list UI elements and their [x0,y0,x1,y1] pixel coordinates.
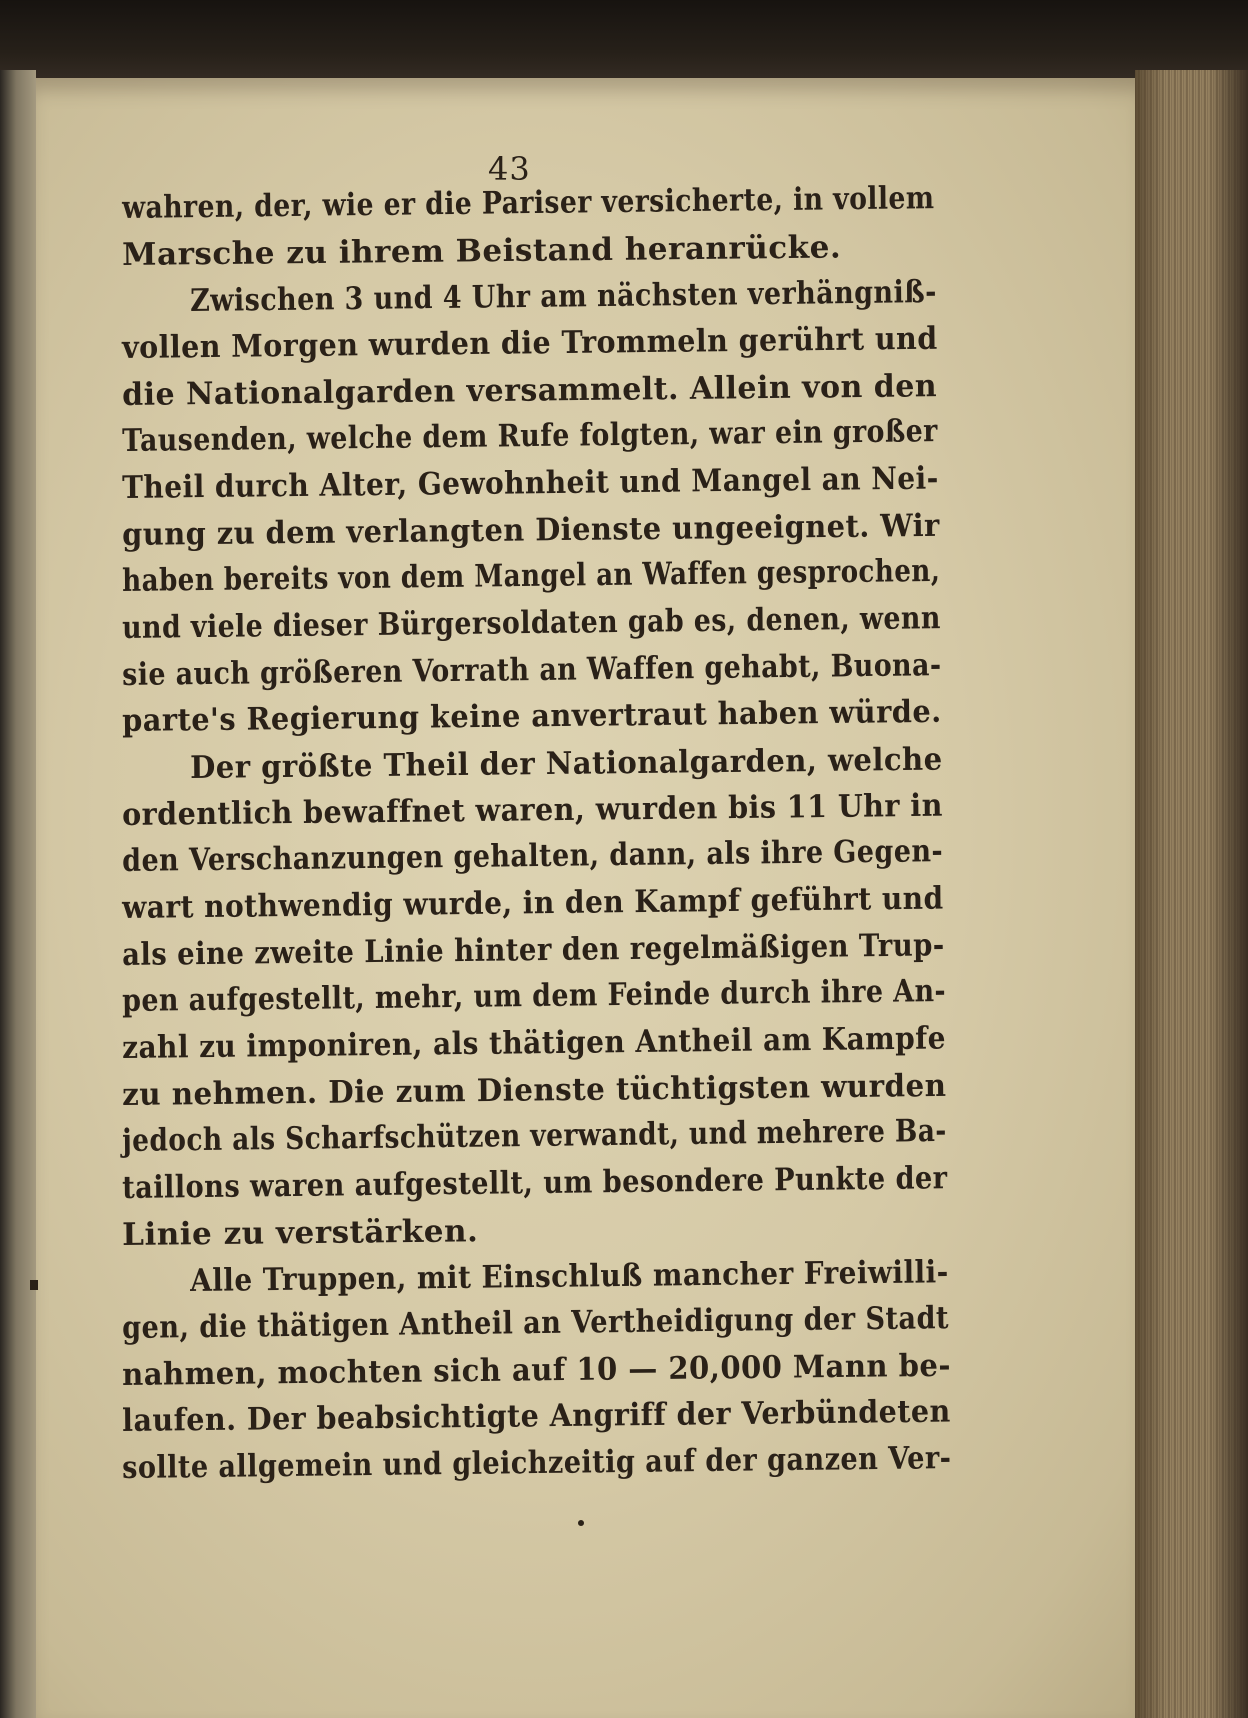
text-line: laufen. Der beabsichtigte Angriff der Verbündeten [122,1393,951,1439]
text-line: Tausenden, welche dem Rufe folgten, war ein großer [122,413,938,459]
text-line: den Verschanzungen gehalten, dann, als ihre Gegen- [122,833,944,879]
text-line: als eine zweite Linie hinter den regelmäßigen Trup- [122,927,945,973]
ink-speck [578,1520,584,1526]
text-line: zu nehmen. Die zum Dienste tüchtigsten wurden [122,1067,947,1113]
text-line: pen aufgestellt, mehr, um dem Feinde durch ihre An- [122,973,947,1019]
text-line: zahl zu imponiren, als thätigen Antheil am Kampfe [122,1020,947,1066]
text-line: jedoch als Scharfschützen verwandt, und mehrere Ba- [122,1112,947,1159]
page-number: 43 [488,150,531,188]
text-line: Alle Truppen, mit Einschluß mancher Freiwilli- [190,1254,949,1299]
text-line: parte's Regierung keine anvertraut haben würde. [122,693,942,739]
text-line: Marsche zu ihrem Beistand heranrücke. [122,229,842,273]
text-line: nahmen, mochten sich auf 10 — 20,000 Mann be- [122,1347,952,1393]
text-line: sollte allgemein und gleichzeitig auf der ganzen Ver- [122,1440,952,1486]
text-line: und viele dieser Bürgersoldaten gab es, denen, wenn [122,600,941,646]
ink-speck [30,1280,38,1290]
text-line: sie auch größeren Vorrath an Waffen gehabt, Buona- [122,647,942,693]
text-line: Linie zu verstärken. [122,1213,479,1253]
text-line: gen, die thätigen Antheil an Vertheidigung der Stadt [122,1300,950,1346]
text-line: ordentlich bewaffnet waren, wurden bis 11 Uhr in [122,787,944,833]
text-line: wart nothwendig wurde, in den Kampf geführt und [122,880,944,926]
text-line: haben bereits von dem Mangel an Waffen gesprochen, [122,552,941,599]
text-line: Theil durch Alter, Gewohnheit und Mangel an Nei- [122,460,939,506]
text-line: die Nationalgarden versammelt. Allein von den [122,368,938,413]
text-line: gung zu dem verlangten Dienste ungeeignet. Wir [122,507,940,553]
text-line: wahren, der, wie er die Pariser versicherte, in vollem [122,180,935,226]
text-line: taillons waren aufgestellt, um besondere Punkte der [122,1160,948,1206]
text-line: vollen Morgen wurden die Trommeln gerührt und [122,320,938,366]
text-line: Der größte Theil der Nationalgarden, welche [190,741,943,786]
text-line: Zwischen 3 und 4 Uhr am nächsten verhängniß- [190,274,937,319]
